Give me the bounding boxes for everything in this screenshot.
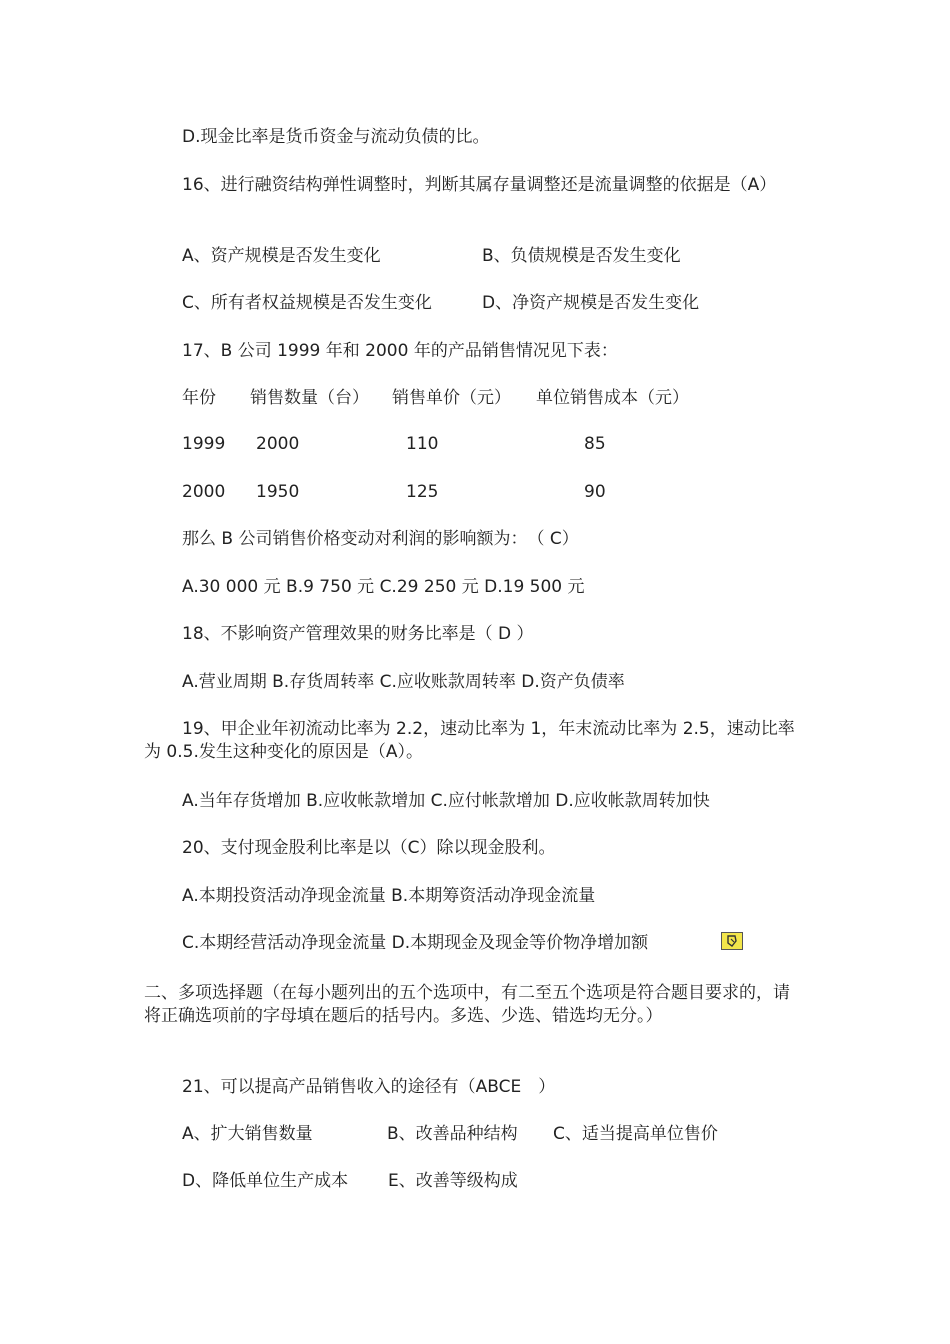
table-cell: 110 <box>406 434 439 454</box>
q16-option-a: A、资产规模是否发生变化 <box>182 246 381 266</box>
q19-options: A.当年存货增加 B.应收帐款增加 C.应付帐款增加 D.应收帐款周转加快 <box>182 791 710 811</box>
q16-option-c: C、所有者权益规模是否发生变化 <box>182 293 432 313</box>
q20-options-ab: A.本期投资活动净现金流量 B.本期筹资活动净现金流量 <box>182 886 596 906</box>
q20-options-cd: C.本期经营活动净现金流量 D.本期现金及现金等价物净增加额 <box>182 933 649 953</box>
table-cell: 1950 <box>256 482 300 502</box>
table-cell: 2000 <box>182 482 226 502</box>
q17-question-text: 那么 B 公司销售价格变动对利润的影响额为： （ C） <box>182 529 579 549</box>
q17-options: A.30 000 元 B.9 750 元 C.29 250 元 D.19 500 元 <box>182 577 585 597</box>
table-header-quantity: 销售数量（台） <box>250 388 369 408</box>
question-16: 16、进行融资结构弹性调整时，判断其属存量调整还是流量调整的依据是（A） <box>182 175 777 195</box>
q21-option-a: A、扩大销售数量 <box>182 1124 313 1144</box>
section-2-heading: 二、多项选择题（在每小题列出的五个选项中，有二至五个选项是符合题目要求的，请将正确选项前的字母填在题后的括号内。多选、少选、错选均无分。） <box>144 983 790 1026</box>
q16-option-d: D、净资产规模是否发生变化 <box>482 293 700 313</box>
table-header-unit-price: 销售单价（元） <box>392 388 511 408</box>
table-cell: 85 <box>584 434 606 454</box>
q21-option-c: C、适当提高单位售价 <box>553 1124 718 1144</box>
q21-option-b: B、改善品种结构 <box>387 1124 518 1144</box>
q18-options: A.营业周期 B.存货周转率 C.应收账款周转率 D.资产负债率 <box>182 672 625 692</box>
question-19: 19、甲企业年初流动比率为 2.2，速动比率为 1，年末流动比率为 2.5，速动比率为 0.5.发生这种变化的原因是（A）。 <box>144 719 795 762</box>
question-18: 18、不影响资产管理效果的财务比率是（ D ） <box>182 624 534 644</box>
q16-option-b: B、负债规模是否发生变化 <box>482 246 681 266</box>
note-icon <box>721 932 743 950</box>
q21-option-d: D、降低单位生产成本 <box>182 1171 349 1191</box>
q21-option-e: E、改善等级构成 <box>388 1171 518 1191</box>
table-cell: 2000 <box>256 434 300 454</box>
option-d-cash-ratio: D.现金比率是货币资金与流动负债的比。 <box>182 127 490 147</box>
question-21: 21、可以提高产品销售收入的途径有（ABCE ） <box>182 1077 556 1097</box>
question-17: 17、B 公司 1999 年和 2000 年的产品销售情况见下表： <box>182 341 618 361</box>
table-header-unit-cost: 单位销售成本（元） <box>536 388 689 408</box>
table-cell: 1999 <box>182 434 226 454</box>
table-cell: 125 <box>406 482 439 502</box>
question-20: 20、支付现金股利比率是以（C）除以现金股利。 <box>182 838 556 858</box>
table-header-year: 年份 <box>182 388 216 408</box>
table-cell: 90 <box>584 482 606 502</box>
